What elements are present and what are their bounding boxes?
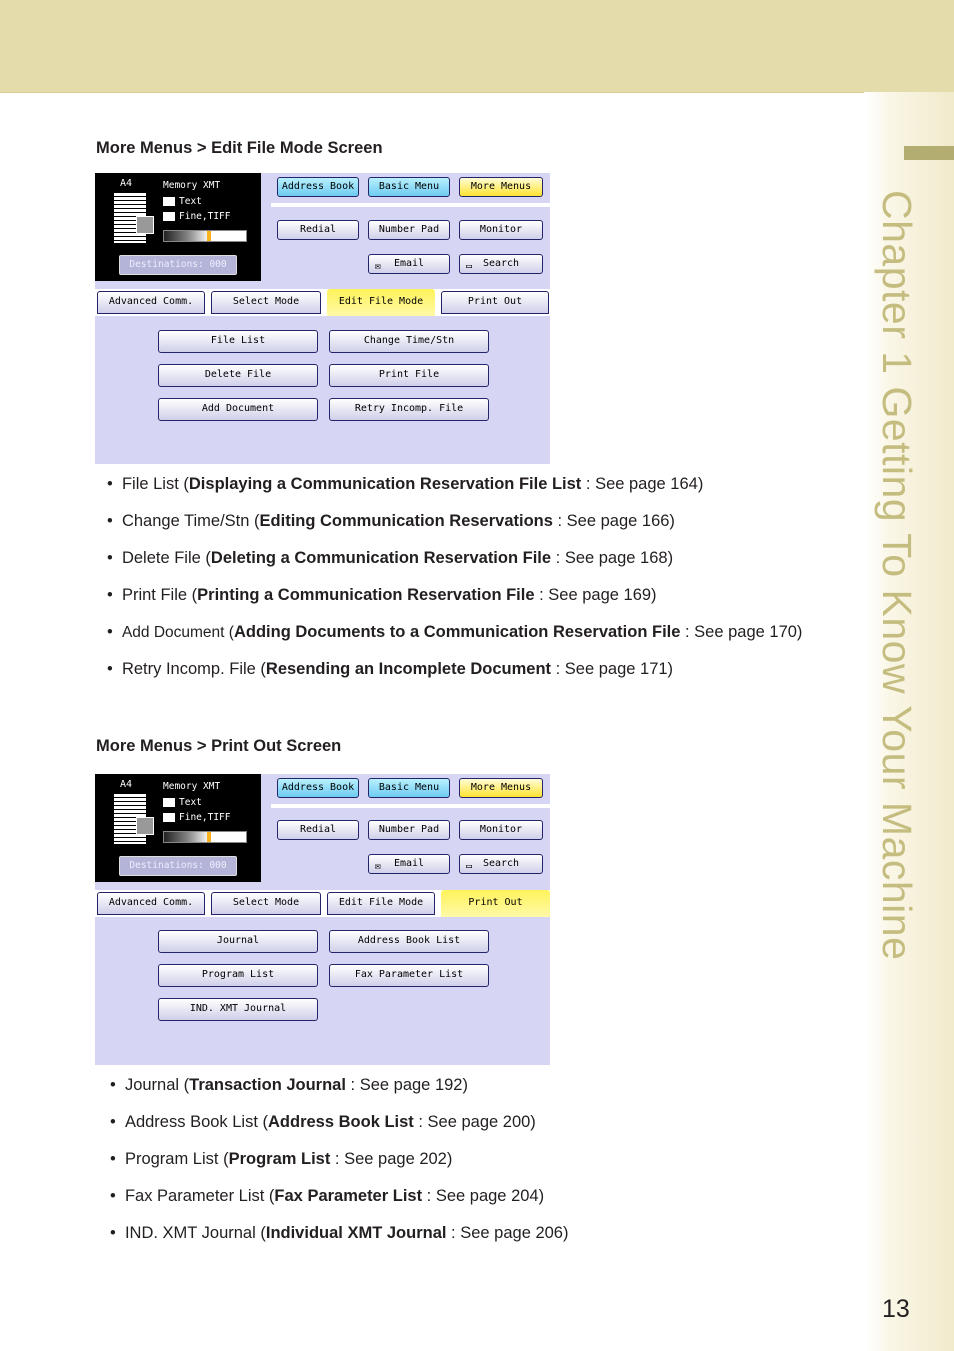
address-book-list-button[interactable]: Address Book List (329, 930, 489, 953)
memory-mode: Memory XMT (163, 781, 221, 792)
edit-file-mode-references (107, 475, 802, 697)
address-book-button[interactable]: Address Book (277, 177, 359, 197)
tab-select-mode[interactable]: Select Mode (211, 892, 321, 915)
document-icon (114, 794, 146, 844)
list-item: • Journal (Transaction Journal : See page 192) (110, 1076, 468, 1094)
section-title-edit-file-mode: More Menus > Edit File Mode Screen (96, 139, 383, 157)
change-time-stn-button[interactable]: Change Time/Stn (329, 330, 489, 353)
list-item: • Add Document (Adding Documents to a Communication Reservation File : See page 170) (107, 623, 803, 641)
tab-bar (95, 289, 550, 316)
envelope-icon: ✉ (375, 861, 382, 872)
tab-edit-file-mode[interactable]: Edit File Mode (327, 289, 435, 316)
search-button[interactable]: ▭ Search (459, 254, 543, 274)
fax-parameter-list-button[interactable]: Fax Parameter List (329, 964, 489, 987)
destinations-counter: Destinations: 000 (119, 255, 237, 275)
paper-size: A4 (120, 779, 133, 790)
delete-file-button[interactable]: Delete File (158, 364, 318, 387)
tab-select-mode[interactable]: Select Mode (211, 291, 321, 314)
email-button[interactable]: ✉ Email (368, 254, 450, 274)
print-out-screen (95, 774, 550, 1065)
monitor-button[interactable]: Monitor (459, 220, 543, 240)
resolution: Fine,TIFF (163, 209, 230, 225)
memory-mode: Memory XMT (163, 180, 221, 191)
memory-info (163, 178, 230, 225)
paper-size: A4 (120, 178, 133, 189)
list-item: • Retry Incomp. File (Resending an Incomplete Document : See page 171) (107, 660, 674, 678)
envelope-icon: ✉ (375, 261, 382, 272)
list-item: • File List (Displaying a Communication Reservation File List : See page 164) (107, 475, 704, 493)
tab-advanced-comm[interactable]: Advanced Comm. (97, 291, 205, 314)
section-title-print-out: More Menus > Print Out Screen (96, 737, 342, 755)
print-out-references (110, 1076, 568, 1261)
list-item: • Delete File (Deleting a Communication Reservation File : See page 168) (107, 549, 674, 567)
document-icon (114, 193, 146, 243)
tab-edit-file-mode[interactable]: Edit File Mode (327, 892, 435, 915)
tab-advanced-comm[interactable]: Advanced Comm. (97, 892, 205, 915)
text-mode: Text (163, 194, 230, 210)
resolution-icon (163, 813, 175, 822)
number-pad-button[interactable]: Number Pad (368, 220, 450, 240)
status-panel (95, 774, 261, 882)
add-document-button[interactable]: Add Document (158, 398, 318, 421)
tab-bar (95, 890, 550, 917)
destinations-counter: Destinations: 000 (119, 856, 237, 876)
journal-button[interactable]: Journal (158, 930, 318, 953)
chapter-title: Chapter 1 Getting To Know Your Machine (874, 190, 920, 961)
text-mode-icon (163, 798, 175, 807)
top-controls (261, 173, 550, 281)
book-icon: ▭ (466, 261, 473, 272)
redial-button[interactable]: Redial (277, 220, 359, 240)
email-button[interactable]: ✉ Email (368, 854, 450, 874)
text-mode-icon (163, 197, 175, 206)
print-file-button[interactable]: Print File (329, 364, 489, 387)
list-item: • Program List (Program List : See page 202) (110, 1150, 453, 1168)
address-book-button[interactable]: Address Book (277, 778, 359, 798)
ind-xmt-journal-button[interactable]: IND. XMT Journal (158, 998, 318, 1021)
program-list-button[interactable]: Program List (158, 964, 318, 987)
contrast-slider[interactable] (163, 831, 247, 843)
list-item: • Change Time/Stn (Editing Communication Reservations : See page 166) (107, 512, 675, 530)
list-item: • Address Book List (Address Book List : See page 200) (110, 1113, 536, 1131)
book-icon: ▭ (466, 861, 473, 872)
list-item: • IND. XMT Journal (Individual XMT Journal : See page 206) (110, 1224, 569, 1242)
file-list-button[interactable]: File List (158, 330, 318, 353)
top-controls (261, 774, 550, 882)
chapter-tab-marker (904, 146, 954, 160)
retry-incomp-file-button[interactable]: Retry Incomp. File (329, 398, 489, 421)
basic-menu-button[interactable]: Basic Menu (368, 778, 450, 798)
basic-menu-button[interactable]: Basic Menu (368, 177, 450, 197)
tab-print-out[interactable]: Print Out (441, 291, 549, 314)
more-menus-button[interactable]: More Menus (459, 177, 543, 197)
more-menus-button[interactable]: More Menus (459, 778, 543, 798)
redial-button[interactable]: Redial (277, 820, 359, 840)
memory-info (163, 779, 230, 826)
contrast-slider[interactable] (163, 230, 247, 242)
tab-print-out[interactable]: Print Out (441, 890, 550, 917)
resolution-icon (163, 212, 175, 221)
list-item: • Print File (Printing a Communication Reservation File : See page 169) (107, 586, 657, 604)
resolution: Fine,TIFF (163, 810, 230, 826)
monitor-button[interactable]: Monitor (459, 820, 543, 840)
header-band (0, 0, 954, 93)
status-panel (95, 173, 261, 281)
list-item: • Fax Parameter List (Fax Parameter List : See page 204) (110, 1187, 545, 1205)
search-button[interactable]: ▭ Search (459, 854, 543, 874)
text-mode: Text (163, 795, 230, 811)
edit-file-mode-screen (95, 173, 550, 464)
number-pad-button[interactable]: Number Pad (368, 820, 450, 840)
page-number: 13 (882, 1295, 910, 1323)
